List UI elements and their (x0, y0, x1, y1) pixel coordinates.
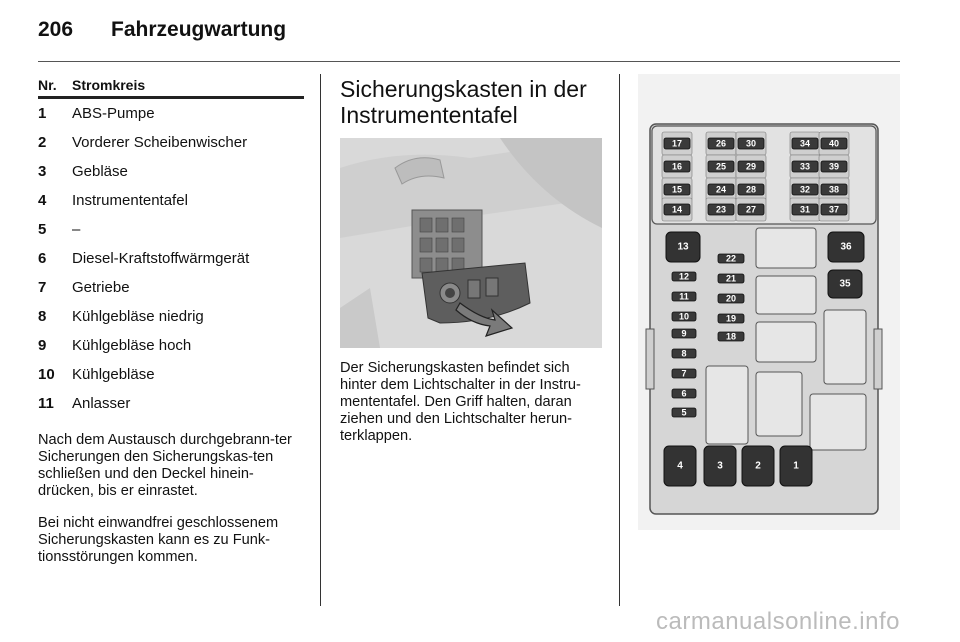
fuse-label: 34 (799, 138, 811, 149)
instrument-panel-section (340, 76, 604, 460)
table-row (38, 186, 304, 215)
table-row (38, 157, 304, 186)
fuse-label: 11 (679, 291, 689, 302)
relay-slot (824, 310, 866, 384)
fuse-label: 20 (725, 293, 737, 304)
circuit-label: Getriebe (72, 279, 130, 296)
fuse-number: 11 (38, 395, 54, 412)
fuse-label: 21 (725, 273, 737, 284)
fusebox-location-illustration (340, 138, 602, 348)
relay-slot (756, 228, 816, 268)
table-row (38, 273, 304, 302)
fuse-label: 8 (681, 348, 687, 359)
circuit-label: Kühlgebläse niedrig (72, 308, 204, 325)
fuse-number: 3 (38, 163, 47, 180)
col-nr: Nr. (38, 77, 57, 93)
table-row (38, 215, 304, 244)
fuse-label: 18 (725, 331, 737, 342)
fuse-label: 27 (745, 204, 757, 215)
fuse-label: 31 (799, 204, 811, 215)
circuit-label: Instrumententafel (72, 192, 188, 209)
section-caption: Der Sicherungskasten befindet sich hinter dem Lichtschalter in der Instru-mententafel. Den Griff halten, daran ziehen und den Lichtschalter herun-terklappen. (340, 360, 581, 444)
fuse-label: 2 (755, 460, 761, 472)
fuse-label: 40 (828, 138, 840, 149)
fuse-label: 36 (840, 241, 852, 253)
fuse-label: 23 (715, 204, 727, 215)
fuse-number: 8 (38, 308, 47, 325)
fuse-label: 14 (671, 204, 683, 215)
page-header (38, 18, 286, 42)
fuse-label: 5 (681, 407, 687, 418)
fuse-number: 6 (38, 250, 47, 267)
fuse-label: 22 (725, 253, 737, 264)
housing-clip-left (646, 329, 654, 389)
table-row (38, 389, 304, 418)
fuse-number: 2 (38, 134, 47, 151)
fuse-label: 28 (745, 184, 757, 195)
table-row (38, 302, 304, 331)
fuse-label: 3 (717, 460, 723, 472)
relay-slot (706, 366, 748, 444)
fuse-label: 32 (799, 184, 811, 195)
fuse-label: 1 (793, 460, 799, 472)
relay-slot (756, 372, 802, 436)
watermark: carmanualsonline.info (656, 608, 900, 635)
table-row (38, 99, 304, 128)
fuse-label: 7 (681, 368, 687, 379)
table-header (38, 74, 304, 99)
page-title: Fahrzeugwartung (111, 18, 287, 41)
relay-slot (756, 322, 816, 362)
table-row (38, 244, 304, 273)
fuse-label: 29 (745, 161, 757, 172)
fuse-label: 37 (828, 204, 840, 215)
fuse-label: 15 (671, 184, 683, 195)
fuse-label: 24 (715, 184, 727, 195)
table-body (38, 99, 304, 418)
circuit-label: Anlasser (72, 395, 131, 412)
fuse-label: 25 (715, 161, 727, 172)
table-row (38, 331, 304, 360)
circuit-label: Diesel-Kraftstoffwärmgerät (72, 250, 250, 267)
fuse-label: 30 (745, 138, 757, 149)
column-divider (320, 74, 321, 606)
fuse-label: 9 (681, 328, 687, 339)
circuit-label: ABS-Pumpe (72, 105, 155, 122)
circuit-label: Kühlgebläse (72, 366, 155, 383)
fuse-label: 39 (828, 161, 840, 172)
column-divider-2 (619, 74, 620, 606)
fuse-label: 6 (681, 388, 687, 399)
fuse-number: 9 (38, 337, 47, 354)
fuse-number: 1 (38, 105, 47, 122)
col-circuit: Stromkreis (72, 77, 146, 93)
table-row (38, 360, 304, 389)
fuse-label: 17 (671, 138, 683, 149)
fuse-label: 16 (671, 161, 683, 172)
circuit-label: – (72, 221, 81, 238)
fuse-label: 26 (715, 138, 727, 149)
fuse-label: 33 (799, 161, 811, 172)
fuse-number: 10 (38, 366, 55, 383)
table-row (38, 128, 304, 157)
fuse-label: 13 (677, 241, 689, 253)
relay-slot (810, 394, 866, 450)
fuse-label: 35 (839, 278, 851, 290)
fuse-table-column (38, 74, 304, 580)
header-rule (38, 61, 900, 62)
fuse-label: 19 (725, 313, 737, 324)
relay-slot (756, 276, 816, 314)
fuse-label: 4 (677, 460, 683, 472)
housing-clip-right (874, 329, 882, 389)
circuit-label: Kühlgebläse hoch (72, 337, 192, 354)
paragraph-replace-fuses: Nach dem Austausch durchgebrann-ter Sicherungen den Sicherungskas-ten schließen und den Deckel hinein-drücken, bis er einrastet. (38, 432, 292, 499)
fusebox-diagram (638, 74, 900, 530)
circuit-label: Vorderer Scheibenwischer (72, 134, 248, 151)
section-title: Sicherungskasten in der Instrumententafel (340, 76, 587, 128)
fuse-label: 10 (678, 311, 690, 322)
fuse-number: 4 (38, 192, 47, 209)
fuse-label: 38 (828, 184, 840, 195)
fuse-label: 12 (678, 271, 690, 282)
paragraph-malfunction-warning: Bei nicht einwandfrei geschlossenem Sicherungskasten kann es zu Funk-tionsstörungen kommen. (38, 514, 279, 565)
fuse-number: 7 (38, 279, 47, 296)
circuit-label: Gebläse (72, 163, 128, 180)
page-number: 206 (38, 18, 74, 41)
fuse-number: 5 (38, 221, 47, 238)
